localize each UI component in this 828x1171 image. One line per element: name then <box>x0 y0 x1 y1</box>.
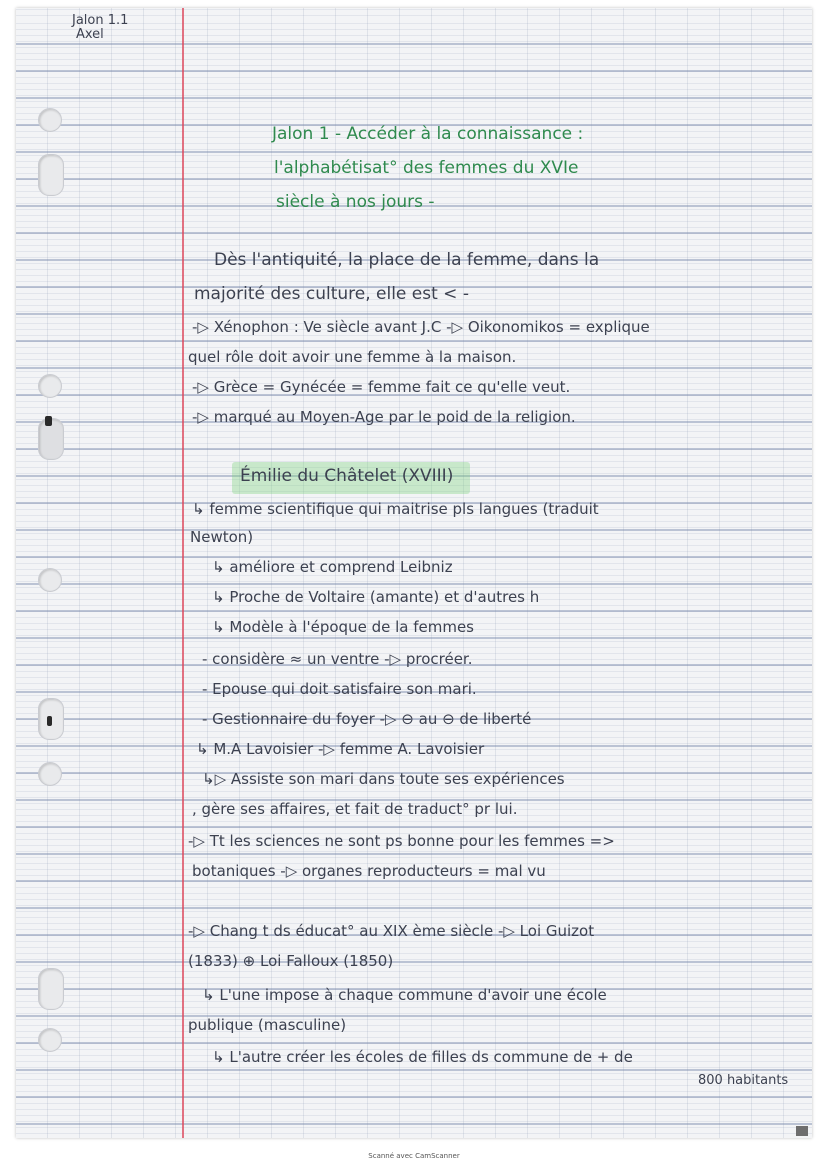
section-line: -▷ Tt les sciences ne sont ps bonne pour les femmes => <box>188 832 615 850</box>
section-line: -▷ Chang t ds éducat° au XIX ème siècle -▷ Loi Guizot <box>188 922 595 940</box>
section-line: botaniques -▷ organes reproducteurs = mal vu <box>192 862 546 880</box>
ink-mark <box>47 716 52 726</box>
section-heading: Émilie du Châtelet (XVIII) <box>240 466 454 486</box>
title-line-1: Jalon 1 - Accéder à la connaissance : <box>272 124 584 144</box>
section-line: ↳ M.A Lavoisier -▷ femme A. Lavoisier <box>196 740 485 758</box>
ink-mark <box>45 416 52 426</box>
binder-hole <box>38 374 62 398</box>
section-line: , gère ses affaires, et fait de traduct° pr lui. <box>192 800 518 818</box>
binder-hole <box>38 108 62 132</box>
body-line: majorité des culture, elle est < - <box>194 284 469 304</box>
body-line: quel rôle doit avoir une femme à la maison. <box>188 348 517 366</box>
section-line: ↳ L'autre créer les écoles de filles ds commune de + de <box>212 1048 633 1066</box>
section-line: ↳ L'une impose à chaque commune d'avoir une école <box>202 986 607 1004</box>
section-line: ↳ femme scientifique qui maitrise pls langues (traduit <box>192 500 599 518</box>
binder-hole <box>38 1028 62 1052</box>
notebook-page <box>16 8 812 1138</box>
section-line: ↳ Modèle à l'époque de la femmes <box>212 618 474 636</box>
margin-line <box>182 8 184 1138</box>
header-label: Jalon 1.1 <box>72 13 129 28</box>
section-line: - considère ≈ un ventre -▷ procréer. <box>202 650 473 668</box>
section-line: - Epouse qui doit satisfaire son mari. <box>202 680 477 698</box>
corner-mark <box>796 1126 808 1136</box>
binder-hole <box>38 762 62 786</box>
scanner-footer: Scanné avec CamScanner <box>368 1152 460 1160</box>
section-line: 800 habitants <box>698 1073 789 1088</box>
body-line: Dès l'antiquité, la place de la femme, dans la <box>214 250 600 270</box>
title-line-3: siècle à nos jours - <box>276 192 435 212</box>
section-line: ↳ Proche de Voltaire (amante) et d'autres h <box>212 588 540 606</box>
binder-hole <box>38 968 64 1010</box>
section-line: - Gestionnaire du foyer -▷ ⊖ au ⊖ de liberté <box>202 710 532 728</box>
body-line: -▷ Grèce = Gynécée = femme fait ce qu'elle veut. <box>192 378 571 396</box>
section-line: ↳ améliore et comprend Leibniz <box>212 558 453 576</box>
section-line: ↳▷ Assiste son mari dans toute ses expériences <box>202 770 565 788</box>
binder-hole <box>38 568 62 592</box>
header-name: Axel <box>76 27 104 42</box>
title-line-2: l'alphabétisat° des femmes du XVIe <box>274 158 579 178</box>
binder-hole <box>38 154 64 196</box>
body-line: -▷ marqué au Moyen-Age par le poid de la religion. <box>192 408 576 426</box>
body-line: -▷ Xénophon : Ve siècle avant J.C -▷ Oikonomikos = explique <box>192 318 650 336</box>
section-line: Newton) <box>190 528 254 546</box>
section-line: publique (masculine) <box>188 1016 347 1034</box>
section-line: (1833) ⊕ Loi Falloux (1850) <box>188 952 394 970</box>
